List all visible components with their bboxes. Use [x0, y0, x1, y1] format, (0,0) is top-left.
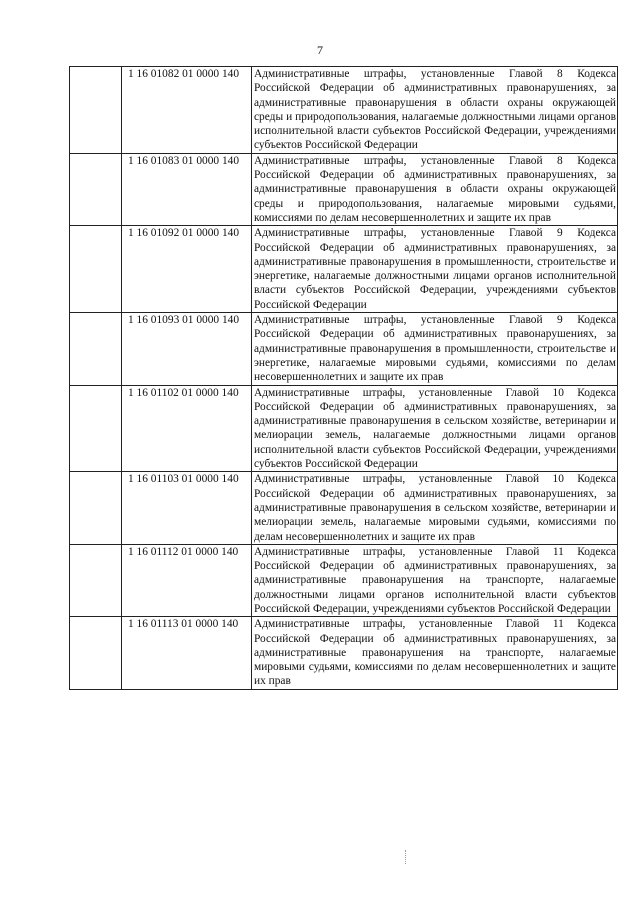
description-cell: Административные штрафы, установленные Главой 11 Кодекса Российской Федерации об административных правонарушениях, за административные правонарушения на транспорте, налагаемые должностными лицами органов исполнительной власти субъектов Российской Федерации, учреждениями субъектов Российской Федерации: [252, 544, 618, 616]
code-cell: 1 16 01083 01 0000 140: [122, 153, 252, 225]
table-row: [70, 226, 618, 313]
description-cell: Административные штрафы, установленные Главой 10 Кодекса Российской Федерации об административных правонарушениях, за административные правонарушения в сельском хозяйстве, ветеринарии и мелиорации земель, налагаемые мировыми судьями, комиссиями по делам несовершеннолетних и защите их прав: [252, 472, 618, 544]
code-cell: 1 16 01093 01 0000 140: [122, 313, 252, 385]
code-cell: 1 16 01113 01 0000 140: [122, 617, 252, 689]
empty-cell: [70, 544, 122, 616]
empty-cell: [70, 67, 122, 154]
description-cell: Административные штрафы, установленные Главой 9 Кодекса Российской Федерации об административных правонарушениях, за административные правонарушения в промышленности, строительстве и энергетике, налагаемые мировыми судьями, комиссиями по делам несовершеннолетних и защите их прав: [252, 313, 618, 385]
description-cell: Административные штрафы, установленные Главой 10 Кодекса Российской Федерации об административных правонарушениях, за административные правонарушения в сельском хозяйстве, ветеринарии и мелиорации земель, налагаемые должностными лицами органов исполнительной власти субъектов Российской Федерации, учреждениями субъектов Российской Федерации: [252, 385, 618, 472]
empty-cell: [70, 153, 122, 225]
table-row: [70, 617, 618, 689]
description-cell: Административные штрафы, установленные Главой 8 Кодекса Российской Федерации об административных правонарушениях, за административные правонарушения в области охраны окружающей среды и природопользования, налагаемые должностными лицами органов исполнительной власти субъектов Российской Федерации, учреждениями субъектов Российской Федерации: [252, 67, 618, 154]
table-row: [70, 313, 618, 385]
code-cell: 1 16 01103 01 0000 140: [122, 472, 252, 544]
empty-cell: [70, 472, 122, 544]
table-row: [70, 472, 618, 544]
code-cell: 1 16 01092 01 0000 140: [122, 226, 252, 313]
table-row: [70, 67, 618, 154]
page-number: 7: [317, 43, 323, 57]
budget-codes-table: [69, 66, 618, 690]
empty-cell: [70, 313, 122, 385]
table-row: [70, 544, 618, 616]
description-cell: Административные штрафы, установленные Главой 9 Кодекса Российской Федерации об административных правонарушениях, за административные правонарушения в промышленности, строительстве и энергетике, налагаемые должностными лицами органов исполнительной власти субъектов Российской Федерации, учреждениями субъектов Российской Федерации: [252, 226, 618, 313]
code-cell: 1 16 01112 01 0000 140: [122, 544, 252, 616]
code-cell: 1 16 01082 01 0000 140: [122, 67, 252, 154]
code-cell: 1 16 01102 01 0000 140: [122, 385, 252, 472]
empty-cell: [70, 617, 122, 689]
empty-cell: [70, 385, 122, 472]
description-cell: Административные штрафы, установленные Главой 11 Кодекса Российской Федерации об административных правонарушениях, за административные правонарушения на транспорте, налагаемые мировыми судьями, комиссиями по делам несовершеннолетних и защите их прав: [252, 617, 618, 689]
table-row: [70, 153, 618, 225]
scan-artifact: [405, 850, 407, 864]
empty-cell: [70, 226, 122, 313]
description-cell: Административные штрафы, установленные Главой 8 Кодекса Российской Федерации об административных правонарушениях, за административные правонарушения в области охраны окружающей среды и природопользования, налагаемые мировыми судьями, комиссиями по делам несовершеннолетних и защите их прав: [252, 153, 618, 225]
table-row: [70, 385, 618, 472]
